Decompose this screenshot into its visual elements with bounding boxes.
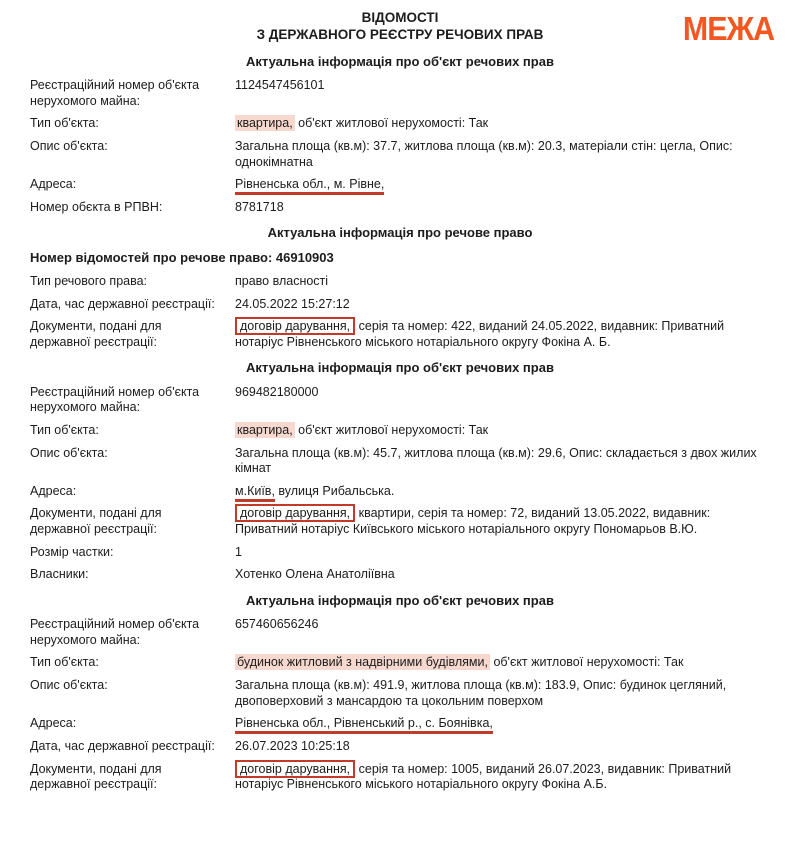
object-info-section-2 [30, 360, 770, 583]
owners-value: Хотенко Олена Анатоліївна [235, 567, 395, 582]
object-info-section-1 [30, 54, 770, 216]
address-label: Адреса: [30, 177, 77, 192]
documents-row [30, 762, 770, 793]
reg-number-label: Реєстраційний номер об'єкта нерухомого майна: [30, 617, 200, 647]
right-type-label: Тип речового права: [30, 273, 148, 288]
reg-number-value: 1124547456101 [235, 78, 325, 92]
address-underlined-text: Рівненська обл., м. Рівне, [235, 177, 384, 195]
address-rest: вулиця Рибальська. [274, 483, 395, 498]
documents-label: Документи, подані для державної реєстрації: [30, 506, 162, 536]
object-type-highlight: будинок житловий з надвірними будівлями, [237, 655, 488, 670]
reg-number-label: Реєстраційний номер об'єкта нерухомого майна: [30, 78, 200, 108]
address-row [30, 716, 770, 732]
documents-red-box: договір дарування, [235, 317, 355, 335]
object-type-label: Тип об'єкта: [30, 422, 99, 437]
documents-red-box: договір дарування, [235, 760, 355, 778]
object-type-rest: об'єкт житлової нерухомості: Так [489, 655, 684, 670]
object-type-highlight: квартира, [237, 116, 293, 131]
reg-number-row [30, 617, 770, 648]
documents-value [235, 319, 770, 350]
reg-number-value: 657460656246 [235, 617, 319, 632]
documents-red-box: договір дарування, [235, 504, 355, 522]
right-record-number: Номер відомостей про речове право: 46910903 [30, 249, 334, 265]
registration-date-row [30, 739, 770, 755]
object-desc-row [30, 446, 770, 477]
owners-row [30, 567, 770, 583]
section-heading: Актуальна інформація про об'єкт речових прав [246, 360, 554, 376]
registration-date-value: 26.07.2023 10:25:18 [235, 738, 350, 753]
object-desc-row [30, 678, 770, 709]
object-type-label: Тип об'єкта: [30, 655, 99, 670]
rpvn-value: 8781718 [235, 199, 284, 214]
address-underlined-text: м.Київ, [235, 484, 275, 502]
address-label: Адреса: [30, 716, 77, 731]
owners-label: Власники: [30, 567, 89, 582]
right-type-value: право власності [235, 273, 329, 288]
document-title-line-2: З ДЕРЖАВНОГО РЕЄСТРУ РЕЧОВИХ ПРАВ [256, 26, 544, 42]
reg-number-label: Реєстраційний номер об'єкта нерухомого майна: [30, 384, 200, 415]
object-type-rest: об'єкт житлової нерухомості: Так [294, 422, 489, 437]
right-type-row [30, 274, 770, 290]
object-desc-value: Загальна площа (кв.м): 37.7, житлова площа (кв.м): 20.3, матеріали стін: цегла, Опис: однокімнатна [235, 138, 733, 169]
documents-rest: серія та номер: 422, виданий 24.05.2022, видавник: Приватний нотаріус Рівненського міського нотаріального округу Фокіна А. Б. [235, 319, 725, 349]
documents-value [235, 762, 770, 793]
object-desc-label: Опис об'єкта: [30, 445, 108, 460]
object-type-row [30, 116, 770, 132]
mezha-logo: МЕЖА [682, 10, 774, 47]
object-type-value [235, 423, 770, 439]
object-desc-label: Опис об'єкта: [30, 678, 108, 692]
documents-label: Документи, подані для державної реєстрації: [30, 319, 162, 349]
object-type-row [30, 655, 770, 671]
documents-rest: квартири, серія та номер: 72, виданий 13.05.2022, видавник: Приватний нотаріус Київського міського нотаріального округу Пономарьов В.Ю. [235, 506, 711, 536]
reg-number-value: 969482180000 [235, 384, 319, 399]
registration-date-label: Дата, час державної реєстрації: [30, 738, 215, 753]
object-desc-value: Загальна площа (кв.м): 491.9, житлова площа (кв.м): 183.9, Опис: будинок цегляний, двоповерховий з мансардою та цокольним поверхом [235, 678, 727, 708]
share-size-label: Розмір частки: [30, 544, 114, 559]
rpvn-label: Номер обєкта в РПВН: [30, 199, 163, 214]
document-title [30, 6, 770, 44]
object-type-highlight: квартира, [237, 422, 293, 437]
share-size-value: 1 [235, 544, 242, 559]
section-heading: Актуальна інформація про речове право [267, 225, 533, 241]
registration-date-value: 24.05.2022 15:27:12 [235, 296, 350, 311]
share-size-row [30, 545, 770, 561]
reg-number-row [30, 78, 770, 109]
address-label: Адреса: [30, 483, 77, 498]
object-type-rest: об'єкт житлової нерухомості: Так [294, 116, 489, 131]
address-value [235, 716, 770, 732]
object-type-value [235, 116, 770, 132]
object-desc-value: Загальна площа (кв.м): 45.7, житлова площа (кв.м): 29.6, Опис: складається з двох жилих кімнат [235, 445, 757, 476]
address-row [30, 484, 770, 500]
documents-row [30, 506, 770, 537]
object-desc-label: Опис об'єкта: [30, 138, 108, 153]
document-title-line-1: ВІДОМОСТІ [361, 10, 439, 25]
address-value [235, 177, 770, 193]
rpvn-row [30, 200, 770, 216]
documents-rest: серія та номер: 1005, виданий 26.07.2023, видавник: Приватний нотаріус Рівненського міського нотаріального округу Фокіна А.Б. [235, 761, 732, 792]
registration-date-row [30, 297, 770, 313]
property-right-section [30, 225, 770, 350]
object-type-value [235, 655, 770, 671]
registration-date-label: Дата, час державної реєстрації: [30, 296, 215, 311]
address-row [30, 177, 770, 193]
documents-label: Документи, подані для державної реєстрації: [30, 761, 162, 792]
documents-row [30, 319, 770, 350]
documents-value [235, 506, 770, 537]
object-desc-row [30, 139, 770, 170]
address-underlined-text: Рівненська обл., Рівненський р., с. Боянівка, [235, 716, 493, 734]
address-value [235, 484, 770, 500]
reg-number-row [30, 385, 770, 416]
section-heading: Актуальна інформація про об'єкт речових прав [246, 53, 554, 69]
object-info-section-3 [30, 593, 770, 793]
section-heading: Актуальна інформація про об'єкт речових прав [246, 592, 554, 608]
object-type-label: Тип об'єкта: [30, 116, 99, 131]
object-type-row [30, 423, 770, 439]
